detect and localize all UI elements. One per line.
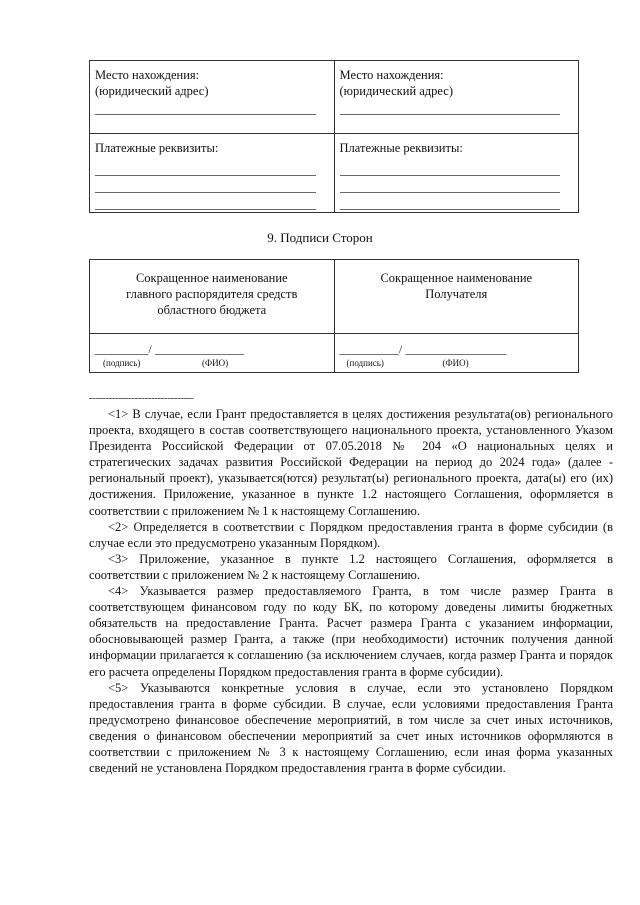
requisites-table (89, 60, 579, 213)
footnote-2: <2> Определяется в соответствии с Порядком предоставления гранта в форме субсидии (в случае если это предусмотрено указанным Порядком). (89, 519, 613, 550)
location-label: Место нахождения: (95, 68, 200, 82)
blank-line (95, 191, 316, 193)
left-location-cell (90, 61, 335, 134)
left-payment-cell (90, 134, 335, 213)
footnote-separator: -------------------------------- (89, 392, 194, 404)
location-sublabel: (юридический адрес) (95, 84, 209, 98)
blank-line (95, 208, 316, 210)
signatures-table (89, 259, 579, 373)
footnote-4: <4> Указывается размер предоставляемого Гранта, в том числе размер Гранта в соответствующем финансовом году по коду БК, по которому доведены лимиты бюджетных обязательств на предоставление Гранта. Расчет размера Гранта с указанием информации, обосновывающей размер Гранта, а также (при необходимости) источник получения данной информации прилагается к соглашению (за исключением случаев, когда размер Гранта и порядок его расчета определены Порядком предоставления гранта в форме субсидии). (89, 584, 613, 679)
location-label: Место нахождения: (339, 68, 444, 82)
location-sublabel: (юридический адрес) (339, 84, 453, 98)
section-title: 9. Подписи Сторон (267, 230, 373, 245)
payment-label: Платежные реквизиты: (339, 141, 463, 155)
right-party-header-cell (334, 260, 579, 334)
blank-line (95, 174, 316, 176)
payment-label: Платежные реквизиты: (95, 141, 219, 155)
signature-line: _________/ _______________ (95, 344, 245, 356)
blank-line (95, 113, 316, 115)
blank-line (340, 113, 561, 115)
signature-label: (подпись) (103, 358, 141, 368)
footnote-3: <3> Приложение, указанное в пункте 1.2 настоящего Соглашения, оформляется в соответствии с приложением № 2 к настоящему Соглашению. (89, 551, 613, 582)
blank-line (340, 191, 561, 193)
right-party-header: Сокращенное наименование Получателя (380, 271, 533, 301)
name-label: (ФИО) (202, 358, 229, 368)
footnote-1: <1> В случае, если Грант предоставляется в целях достижения результата(ов) регионального проекта, входящего в состав соответствующего национального проекта, установленного Указом Президента Российской Федерации от 07.05.2018 № 204 «О национальных целях и стратегических задачах развития Российской Федерации на период до 2024 года» (далее - региональный проект), указывается(ются) результат(ы) регионального проекта, дата(ы) его (их) достижения. Приложение, указанное в пункте 1.2 настоящего Соглашения, оформляется в соответствии с приложением № 1 к настоящему Соглашению. (89, 407, 613, 518)
blank-line (340, 174, 561, 176)
right-location-cell (334, 61, 579, 134)
left-party-header-cell (90, 260, 335, 334)
footnote-5: <5> Указываются конкретные условия в случае, если это установлено Порядком предоставления гранта в форме субсидии. В случае, если условиями предоставления Гранта предусмотрено финансовое обеспечение мероприятий, в том числе за счет иных источников, сведения о финансовом обеспечении мероприятий за счет иных источников оформляются в соответствии с приложением № 3 к настоящему Соглашению, если иная форма указанных сведений не установлена Порядком предоставления гранта в форме субсидии. (89, 680, 613, 776)
footnotes (89, 406, 613, 776)
signature-line: __________/ _________________ (339, 344, 507, 356)
signature-label: (подпись) (346, 358, 384, 368)
left-party-header: Сокращенное наименование главного распорядителя средств областного бюджета (126, 271, 298, 317)
right-signature-cell (334, 334, 579, 373)
left-signature-cell (90, 334, 335, 373)
blank-line (340, 208, 561, 210)
right-payment-cell (334, 134, 579, 213)
name-label: (ФИО) (442, 358, 469, 368)
